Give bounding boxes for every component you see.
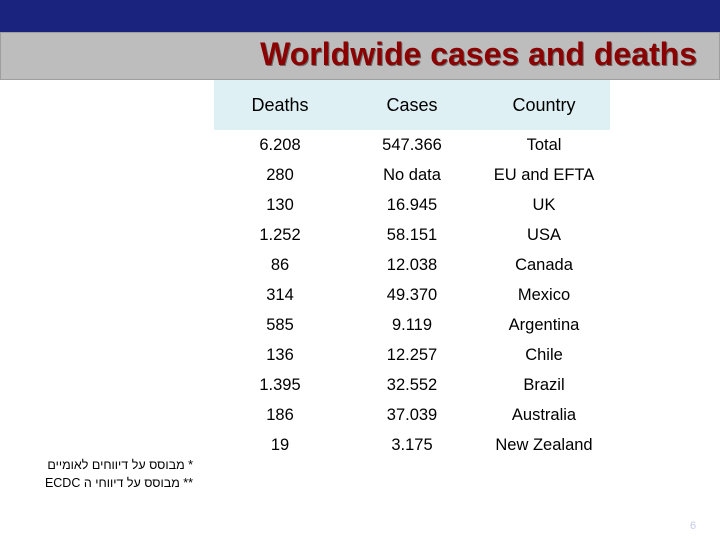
country-cell: EU and EFTA	[493, 165, 595, 184]
data-table	[214, 80, 610, 460]
deaths-cell: 19	[270, 435, 290, 454]
deaths-cell: 314	[266, 285, 294, 304]
country-cell: USA	[527, 225, 561, 244]
column-header-cases: Cases	[346, 80, 478, 130]
cases-cell: 32.552	[386, 375, 438, 394]
table-row	[214, 370, 610, 400]
top-band	[0, 0, 720, 32]
cases-cell: 9.119	[391, 315, 433, 334]
footnotes	[45, 456, 193, 492]
deaths-cell: 280	[266, 165, 294, 184]
footnote-national-reports: * מבוסס על דיווחים לאומיים	[47, 458, 193, 472]
slide-title: Worldwide cases and deaths	[260, 36, 697, 72]
deaths-cell: 136	[266, 345, 294, 364]
deaths-cell: 585	[266, 315, 294, 334]
country-cell: Mexico	[517, 285, 571, 304]
page-number: 6	[690, 520, 697, 532]
deaths-cell: 6.208	[259, 135, 301, 154]
deaths-cell: 1.252	[259, 225, 301, 244]
country-cell: UK	[532, 195, 556, 214]
table-row	[214, 280, 610, 310]
country-cell: Canada	[515, 255, 573, 274]
country-cell: Brazil	[523, 375, 565, 394]
cases-cell: 49.370	[386, 285, 438, 304]
table-row	[214, 130, 610, 160]
table-row	[214, 160, 610, 190]
country-cell: Chile	[525, 345, 563, 364]
cases-cell: 547.366	[382, 135, 442, 154]
cases-cell: 12.257	[386, 345, 438, 364]
deaths-cell: 186	[266, 405, 294, 424]
country-cell: Argentina	[508, 315, 580, 334]
table-row	[214, 430, 610, 460]
country-cell: New Zealand	[495, 435, 593, 454]
cases-cell: 12.038	[386, 255, 438, 274]
cases-cell: 58.151	[386, 225, 438, 244]
deaths-cell: 86	[270, 255, 290, 274]
table-row	[214, 400, 610, 430]
deaths-cell: 1.395	[259, 375, 301, 394]
cases-cell: No data	[383, 165, 441, 184]
table-row	[214, 340, 610, 370]
column-header-deaths: Deaths	[214, 80, 346, 130]
table-row	[214, 190, 610, 220]
deaths-cell: 130	[266, 195, 294, 214]
title-bar	[0, 32, 720, 80]
footnote-ecdc-reports: ** מבוסס על דיווחי ה ECDC	[44, 476, 193, 490]
cases-cell: 3.175	[391, 435, 433, 454]
country-cell: Total	[526, 135, 562, 154]
data-table-container	[214, 80, 610, 460]
country-cell: Australia	[511, 405, 577, 424]
table-header-row	[214, 80, 610, 130]
table-row	[214, 220, 610, 250]
cases-cell: 37.039	[386, 405, 438, 424]
column-header-country: Country	[478, 80, 610, 130]
table-row	[214, 250, 610, 280]
cases-cell: 16.945	[386, 195, 438, 214]
table-row	[214, 310, 610, 340]
